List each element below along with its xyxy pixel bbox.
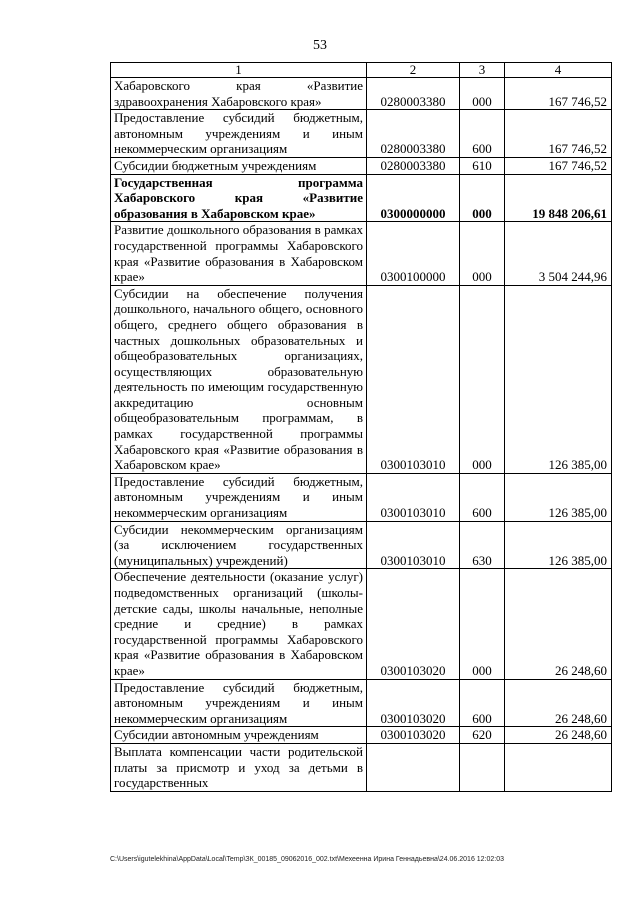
row-name-cell: Государственная программа Хабаровского края «Развитие образования в Хабаровском крае»	[111, 174, 367, 222]
table-row	[111, 78, 612, 110]
row-kind-cell: 000	[460, 222, 505, 285]
row-name-cell: Предоставление субсидий бюджетным, автономным учреждениям и иным некоммерческим организациям	[111, 110, 367, 158]
file-path-footer: C:\Users\igutelekhina\AppData\Local\Temp\ЗК_00185_09062016_002.txt\Мехеенна Ирина Геннадьевна\24.06.2016 12:02:03	[110, 856, 505, 863]
table-row	[111, 110, 612, 158]
row-amount-cell	[505, 743, 612, 791]
row-code-cell: 0300103010	[367, 521, 460, 569]
row-amount-cell: 167 746,52	[505, 78, 612, 110]
row-code-cell: 0300103020	[367, 679, 460, 727]
row-amount-cell: 26 248,60	[505, 727, 612, 744]
row-kind-cell: 000	[460, 285, 505, 473]
row-amount-cell: 126 385,00	[505, 285, 612, 473]
table-body	[111, 78, 612, 792]
row-kind-cell: 600	[460, 473, 505, 521]
row-name-cell: Предоставление субсидий бюджетным, автономным учреждениям и иным некоммерческим организациям	[111, 473, 367, 521]
row-name-cell: Субсидии автономным учреждениям	[111, 727, 367, 744]
table-row	[111, 569, 612, 679]
row-kind-cell: 600	[460, 679, 505, 727]
budget-table	[110, 62, 612, 792]
row-name-cell: Предоставление субсидий бюджетным, автономным учреждениям и иным некоммерческим организациям	[111, 679, 367, 727]
row-name-cell: Выплата компенсации части родительской платы за присмотр и уход за детьми в государственных	[111, 743, 367, 791]
table-row	[111, 222, 612, 285]
table-row	[111, 521, 612, 569]
row-amount-cell: 3 504 244,96	[505, 222, 612, 285]
row-kind-cell	[460, 743, 505, 791]
page-number: 53	[313, 38, 327, 53]
table-row	[111, 679, 612, 727]
table-row	[111, 157, 612, 174]
table-header-row	[111, 63, 612, 78]
row-amount-cell: 19 848 206,61	[505, 174, 612, 222]
row-code-cell: 0280003380	[367, 110, 460, 158]
row-name-cell: Субсидии бюджетным учреждениям	[111, 157, 367, 174]
row-amount-cell: 167 746,52	[505, 110, 612, 158]
row-amount-cell: 126 385,00	[505, 473, 612, 521]
table-row	[111, 285, 612, 473]
column-header-kind: 3	[460, 63, 505, 78]
row-code-cell: 0300103010	[367, 473, 460, 521]
row-amount-cell: 126 385,00	[505, 521, 612, 569]
row-code-cell: 0280003380	[367, 157, 460, 174]
row-amount-cell: 26 248,60	[505, 679, 612, 727]
table-row	[111, 727, 612, 744]
row-kind-cell: 000	[460, 174, 505, 222]
row-kind-cell: 610	[460, 157, 505, 174]
row-code-cell: 0300103020	[367, 569, 460, 679]
table-row	[111, 174, 612, 222]
row-name-cell: Хабаровского края «Развитие здравоохранения Хабаровского края»	[111, 78, 367, 110]
row-kind-cell: 620	[460, 727, 505, 744]
row-kind-cell: 000	[460, 78, 505, 110]
table-row	[111, 743, 612, 791]
row-code-cell: 0300100000	[367, 222, 460, 285]
row-name-cell: Субсидии на обеспечение получения дошкольного, начального общего, основного общего, среднего общего образования в частных дошкольных образовательных и общеобразовательных организациях, осуществляющих образовательную деятельность по имеющим государственную аккредитацию основным общеобразовательным программам, в рамках государственной программы Хабаровского края «Развитие образования в Хабаровском крае»	[111, 285, 367, 473]
row-code-cell: 0300103020	[367, 727, 460, 744]
row-amount-cell: 167 746,52	[505, 157, 612, 174]
row-name-cell: Развитие дошкольного образования в рамках государственной программы Хабаровского края «Развитие образования в Хабаровском крае»	[111, 222, 367, 285]
column-header-amount: 4	[505, 63, 612, 78]
row-code-cell	[367, 743, 460, 791]
row-kind-cell: 000	[460, 569, 505, 679]
row-name-cell: Субсидии некоммерческим организациям (за исключением государственных (муниципальных) учреждений)	[111, 521, 367, 569]
row-name-cell: Обеспечение деятельности (оказание услуг) подведомственных организаций (школы-детские сады, школы начальные, неполные средние и средние) в рамках государственной программы Хабаровского края «Развитие образования в Хабаровском крае»	[111, 569, 367, 679]
row-code-cell: 0300000000	[367, 174, 460, 222]
row-kind-cell: 600	[460, 110, 505, 158]
column-header-code: 2	[367, 63, 460, 78]
row-code-cell: 0280003380	[367, 78, 460, 110]
row-kind-cell: 630	[460, 521, 505, 569]
table-row	[111, 473, 612, 521]
row-code-cell: 0300103010	[367, 285, 460, 473]
column-header-name: 1	[111, 63, 367, 78]
row-amount-cell: 26 248,60	[505, 569, 612, 679]
